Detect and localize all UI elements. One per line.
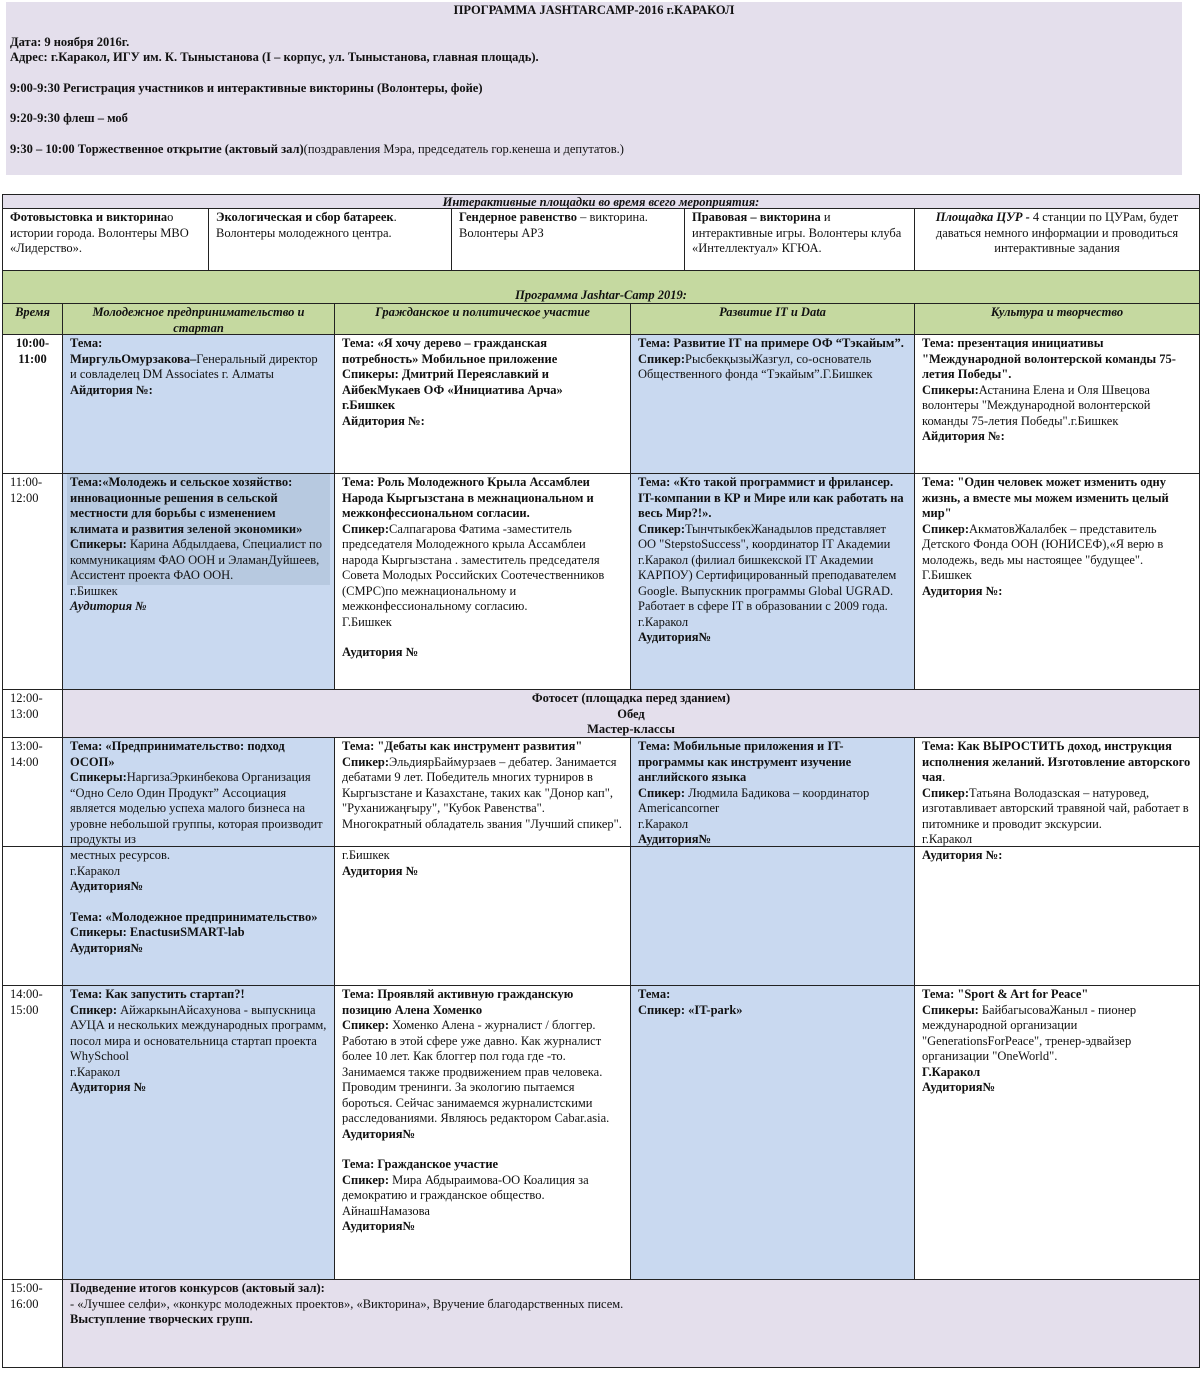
lunch-break-row [62, 689, 1200, 738]
interactive-title: Интерактивные площадки во время всего мероприятия: [2, 194, 1200, 209]
session-r1-c1: Тема: МиргульОмурзакова–Генеральный директор и совладелец DM Associates г. Алматы Айдитория №: [62, 334, 335, 474]
session-r5-c1: местных ресурсов. г.Каракол Аудитория№ Тема: «Молодежное предпринимательство» Спикеры: EnactusиSMART-lab Аудитория№ [62, 846, 335, 986]
time-13-14: 13:00- 14:00 [2, 737, 63, 847]
session-r4-c3: Тема: Мобильные приложения и IT-программы как инструмент изучение английского языка Спикер: Людмила Бадикова – координатор Americancorner г.Каракол Аудитория№ [630, 737, 915, 847]
program-title: ПРОГРАММА JASHTARCAMP-2016 г.КАРАКОЛ [453, 3, 735, 17]
header-civic: Гражданское и политическое участие [334, 303, 631, 335]
closing-title: Подведение итогов конкурсов (актовый зал): [70, 1281, 325, 1295]
lunch-label: Обед [617, 706, 645, 721]
session-r6-c3: Тема: Спикер: «IT-park» [630, 985, 915, 1280]
session-r5-c2: г.Бишкек Аудитория № [334, 846, 631, 986]
session-r1-c2: Тема: «Я хочу дерево – гражданская потребность» Мобильное приложение Спикеры: Дмитрий Переяславкий и АйбекМукаев ОФ «Инициатива Арча» г.Бишкек Айдитория №: [334, 334, 631, 474]
session-r2-c3: Тема: «Кто такой программист и фрилансер. IT-компании в КР и Мире или как работать на весь Мир?!». Спикер:ТынчтыкбекЖанадылов представляет ОО "StepstoSuccess", координатор IT Академии г.Каракол (филиал бишкекской IT Академии КАРПОУ) Сертифицированный преподавателем Google. Выпускник программы Global UGRAD. Работает в сфере IT в образовании с 2009 года. г.Каракол Аудитория№ [630, 473, 915, 690]
session-r1-c4: Тема: презентация инициативы "Международной волонтерской команды 75-летия Победы". Спикеры:Астанина Елена и Оля Швецова волонтеры "Международной волонтерской команды 75-летия Победы".г.Бишкек Айдитория №: [914, 334, 1200, 474]
time-14-15: 14:00- 15:00 [2, 985, 63, 1280]
session-r4-c4: Тема: Как ВЫРОСТИТЬ доход, инструкция исполнения желаний. Изготовление авторского чая. Спикер:Татьяна Володазская – натуровед, изготавливает авторский травяной чай, работает в питомнике и проводит экскурсии. г.Каракол [914, 737, 1200, 847]
interactive-item-legal: Правовая – викторина и интерактивные игры. Волонтеры клуба «Интеллектуал» КГЮА. [684, 208, 915, 271]
session-r2-c2: Тема: Роль Молодежного Крыла Ассамблеи Народа Кыргызстана в межнациональном и межконфессиональном согласии. Спикер:Салпагарова Фатима -заместитель председателя Молодежного крыла Ассамблеи народа Кыргызстана . заместитель председателя Совета Молодых Российских Соотечественников (СМРС)по межнациональному и межконфессиональному согласию. Г.Бишкек Аудитория № [334, 473, 631, 690]
event-address: Адрес: г.Каракол, ИГУ им. К. Тыныстанова (I – корпус, ул. Тыныстанова, главная площадь). [10, 50, 539, 64]
masterclass-label: Мастер-классы [587, 722, 675, 736]
time-12-13: 12:00- 13:00 [2, 689, 63, 738]
interactive-item-photo: Фотовыстовка и викторинао истории города. Волонтеры МВО «Лидерство». [2, 208, 209, 271]
closing-contests: - «Лучшее селфи», «конкурс молодежных проектов», «Викторина», Вручение благодарственных писем. [70, 1296, 624, 1311]
event-date: Дата: 9 ноября 2016г. [10, 34, 130, 49]
closing-row [62, 1279, 1200, 1368]
program-section-title: Программа Jashtar-Camp 2019: [2, 270, 1200, 304]
interactive-item-sdg: Площадка ЦУР - 4 станции по ЦУРам, будет даваться немного информации и проводиться интерактивные задания [914, 208, 1200, 271]
closing-performances: Выступление творческих групп. [70, 1312, 253, 1326]
opening-line: 9:30 – 10:00 Торжественное открытие (актовый зал)(поздравления Мэра, председатель гор.кенеша и депутатов.) [10, 141, 624, 156]
time-11-12: 11:00- 12:00 [2, 473, 63, 690]
header-culture: Культура и творчество [914, 303, 1200, 335]
time-continuation [2, 846, 63, 986]
time-15-16: 15:00- 16:00 [2, 1279, 63, 1368]
photoset-label: Фотосет (площадка перед зданием) [531, 691, 731, 705]
header-time: Время [2, 303, 63, 335]
session-r1-c3: Тема: Развитие IT на примере ОФ “Тэкайым”. Спикер:РысбекқызыЖазгул, со-основатель Общественного фонда “Тэкайым”.Г.Бишкек [630, 334, 915, 474]
session-r6-c4: Тема: "Sport & Art for Peace" Спикеры: БайбагысоваЖаныл - пионер международной организации "GenerationsForPeace", тренер-эдвайзер организации "OneWorld". Г.Каракол Аудитория№ [914, 985, 1200, 1280]
program-header [6, 2, 1182, 175]
session-r2-c4: Тема: "Один человек может изменить одну жизнь, а вместе мы можем изменить целый мир" Спикер:АкматовЖалалбек – представитель Детского Фонда ООН (ЮНИСЕФ),«Я верю в молодежь, ведь мы настоящее "будущее". Г.Бишкек Аудитория №: [914, 473, 1200, 690]
session-r4-c2: Тема: "Дебаты как инструмент развития" Спикер:ЭльдиярБаймурзаев – дебатер. Занимается дебатами 9 лет. Победитель многих турниров в Кыргызстане и Казахстане, таких как "Донор кап", "Руханижаңғыру", "Кубок Равенства". Многократный обладатель звания "Лучший спикер". [334, 737, 631, 847]
header-entrepreneurship: Молодежное предпринимательство и стартап [62, 303, 335, 335]
registration-line: 9:00-9:30 Регистрация участников и интерактивные викторины (Волонтеры, фойе) [10, 80, 483, 95]
session-r4-c1: Тема: «Предпринимательство: подход ОСОП» Спикеры:НаргизаЭркинбекова Организация “Одно Село Один Продукт” Ассоциация является моделью успеха малого бизнеса на уровне небольшой группы, которая производит продукты из [62, 737, 335, 847]
session-r6-c2: Тема: Проявляй активную гражданскую позицию Алена Хоменко Спикер: Хоменко Алена - журналист / блоггер. Работаю в этой сфере уже давно. Как журналист более 10 лет. Как блоггер пол года где -то. Занимаемся также продвижением прав человека. Проводим тренинги. За экологию пытаемся бороться. Сейчас занимаемся журналистскими расследованиями. Являюсь редактором Cabar.asia. Аудитория№ Тема: Гражданское участие Спикер: Мира Абдыраимова-ОО Коалиция за демократию и гражданское общество. АйнашНамазова Аудитория№ [334, 985, 631, 1280]
session-r6-c1: Тема: Как запустить стартап?! Спикер: АйжаркынАйсахунова - выпускница АУЦА и нескольких международных программ, посол мира и основательница стартап проекта WhySchool г.Каракол Аудитория № [62, 985, 335, 1280]
flashmob-line: 9:20-9:30 флеш – моб [10, 111, 128, 125]
time-10-11: 10:00- 11:00 [2, 334, 63, 474]
header-it: Развитие IT и Data [630, 303, 915, 335]
session-r2-c1: Тема:«Молодежь и сельское хозяйство: инновационные решения в сельской местности для борьбы с изменением климата и развития зеленой экономики» Спикеры: Карина Абдылдаева, Специалист по коммуникациям ФАО ООН и ЭламанДуйшеев, Ассистент проекта ФАО ООН. г.Бишкек Аудитория № [62, 473, 335, 690]
interactive-item-gender: Гендерное равенство – викторина. Волонтеры АРЗ [451, 208, 685, 271]
session-r5-c3 [630, 846, 915, 986]
session-r5-c4: Аудитория №: [914, 846, 1200, 986]
interactive-item-ecology: Экологическая и сбор батареек. Волонтеры молодежного центра. [208, 208, 452, 271]
